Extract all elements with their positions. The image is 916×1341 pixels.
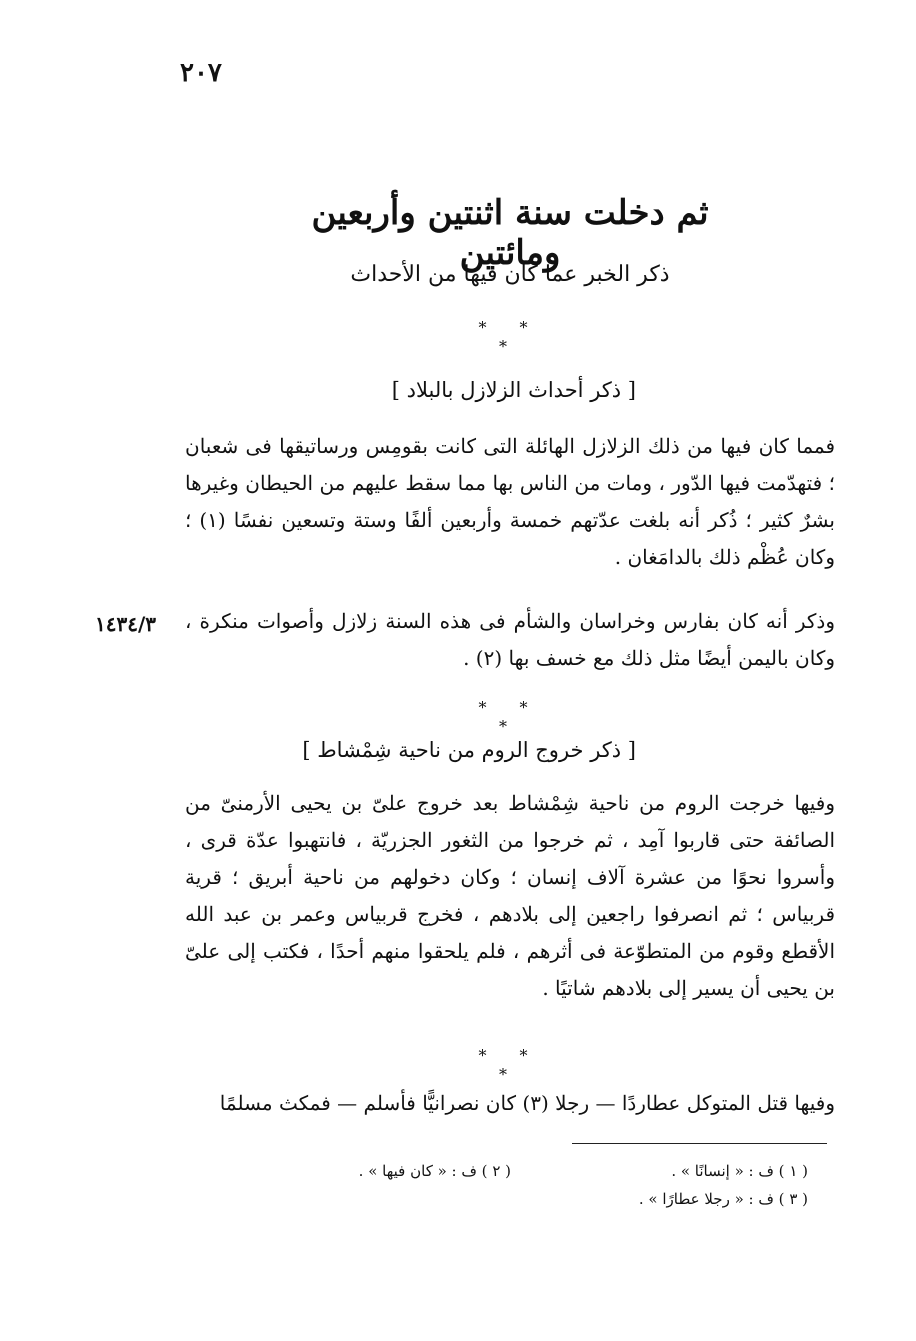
paragraph-final-line: وفيها قتل المتوكل عطاردًا — رجلا (٣) كان نصرانيًّا فأسلم — فمكث مسلمًا xyxy=(219,1091,835,1115)
separator-stars: * * * xyxy=(478,1046,542,1084)
footnote-3: ( ٣ ) ف : « رجلا عطارًا » . xyxy=(638,1190,808,1208)
section-heading-romans: [ ذكر خروج الروم من ناحية شِمْشاط ] xyxy=(302,738,636,762)
paragraph-romans: وفيها خرجت الروم من ناحية شِمْشاط بعد خروج علىّ بن يحيى الأرمنىّ من الصائفة حتى قاربوا آمِد ، ثم خرجوا من الثغور الجزريّة ، فانتهبوا عدّة قرى ، وأسروا نحوًا من عشرة آلاف إنسان ؛ وكان دخولهم من ناحية أبريق ؛ قرية قربياس ؛ ثم انصرفوا راجعين إلى بلادهم ، فخرج قربياس وعمر بن عبد الله الأقطع وقوم من المتطوّعة فى أثرهم ، فلم يلحقوا منهم أحدًا ، فكتب إلى علىّ بن يحيى أن يسير إلى بلادهم شاتيًا . xyxy=(185,791,835,1000)
chapter-subtitle: ذكر الخبر عما كان فيها من الأحداث xyxy=(350,262,670,287)
separator-stars: * * * xyxy=(478,698,542,736)
paragraph-earthquakes-2: وذكر أنه كان بفارس وخراسان والشأم فى هذه السنة زلازل وأصوات منكرة ، وكان باليمن أيضًا مثل ذلك مع خسف بها (٢) . xyxy=(185,609,835,670)
footnote-1: ( ١ ) ف : « إنسانًا » . xyxy=(671,1162,808,1180)
separator-stars: * * * xyxy=(478,318,542,356)
section-heading-earthquakes: [ ذكر أحداث الزلازل بالبلاد ] xyxy=(391,378,636,402)
footnote-2: ( ٢ ) ف : « كان فيها » . xyxy=(358,1162,511,1180)
margin-reference: ١٤٣٤/٣ xyxy=(95,612,157,636)
paragraph-earthquakes-1: فمما كان فيها من ذلك الزلازل الهائلة التى كانت بقومِس ورساتيقها فى شعبان ؛ فتهدّمت فيها الدّور ، ومات من الناس بها مما سقط عليهم من الحيطان وغيرها بشرٌ كثير ؛ ذُكر أنه بلغت عدّتهم خمسة وأربعين ألفًا وستة وتسعين نفسًا (١) ؛ وكان عُظْم ذلك بالدامَغان . xyxy=(185,434,835,569)
footnote-divider xyxy=(572,1143,827,1144)
page-number: ٢٠٧ xyxy=(180,58,222,88)
chapter-title: ثم دخلت سنة اثنتين وأربعين ومائتين xyxy=(311,193,709,273)
